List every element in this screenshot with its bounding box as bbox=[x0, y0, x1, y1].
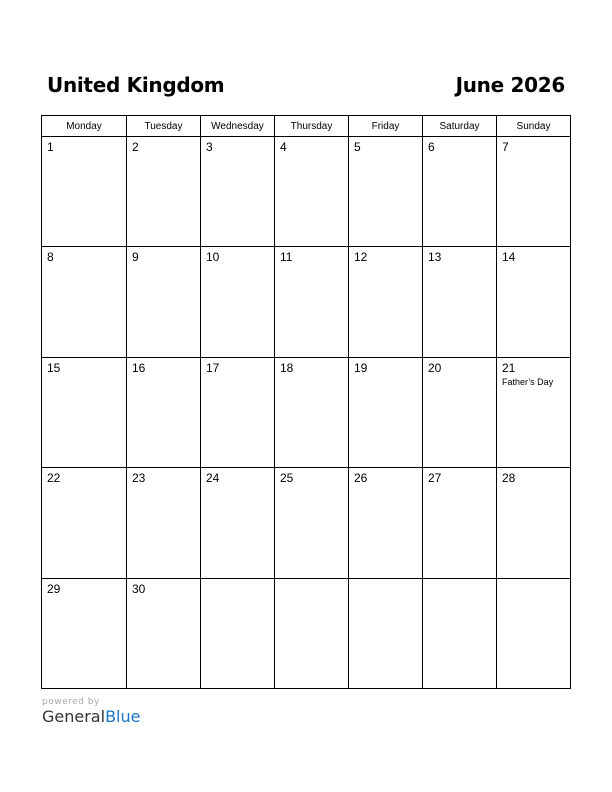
generalblue-logo bbox=[42, 707, 140, 726]
day-cell bbox=[127, 247, 201, 357]
day-number: 12 bbox=[354, 250, 368, 265]
weekday-wednesday: Wednesday bbox=[201, 116, 275, 137]
day-cell bbox=[201, 137, 275, 247]
day-cell bbox=[349, 357, 423, 467]
country-title: United Kingdom bbox=[47, 73, 225, 97]
day-cell bbox=[349, 578, 423, 688]
day-cell bbox=[127, 578, 201, 688]
day-cell bbox=[127, 137, 201, 247]
brand-general: General bbox=[42, 707, 106, 726]
day-cell bbox=[423, 137, 497, 247]
day-cell bbox=[497, 468, 571, 578]
day-cell bbox=[423, 247, 497, 357]
day-cell bbox=[349, 247, 423, 357]
day-number: 13 bbox=[428, 250, 442, 265]
day-cell bbox=[423, 357, 497, 467]
day-cell bbox=[349, 468, 423, 578]
day-cell bbox=[275, 357, 349, 467]
day-number: 23 bbox=[132, 471, 146, 486]
weekday-thursday: Thursday bbox=[275, 116, 349, 137]
day-cell bbox=[275, 247, 349, 357]
day-cell bbox=[275, 578, 349, 688]
week-row bbox=[42, 578, 571, 688]
day-number: 1 bbox=[47, 140, 54, 154]
day-number: 27 bbox=[428, 471, 442, 486]
day-number: 15 bbox=[47, 360, 61, 375]
footer bbox=[42, 697, 140, 726]
day-number: 24 bbox=[206, 471, 220, 486]
day-cell bbox=[423, 468, 497, 578]
day-cell bbox=[423, 578, 497, 688]
day-number: 19 bbox=[354, 360, 368, 375]
day-number: 7 bbox=[502, 140, 509, 154]
weekday-header-row bbox=[42, 116, 571, 137]
week-row bbox=[42, 357, 571, 467]
day-cell bbox=[201, 578, 275, 688]
week-row bbox=[42, 247, 571, 357]
calendar-grid bbox=[41, 115, 571, 689]
day-number: 30 bbox=[132, 581, 146, 596]
day-number: 8 bbox=[47, 250, 54, 265]
day-cell bbox=[201, 247, 275, 357]
powered-by-label: powered by bbox=[42, 697, 100, 707]
day-number: 10 bbox=[206, 250, 220, 265]
day-number: 17 bbox=[206, 360, 220, 375]
week-row bbox=[42, 468, 571, 578]
day-cell bbox=[201, 357, 275, 467]
day-number: 14 bbox=[502, 250, 516, 265]
day-cell bbox=[42, 247, 127, 357]
day-cell bbox=[349, 137, 423, 247]
day-number: 25 bbox=[280, 471, 294, 486]
day-number: 18 bbox=[280, 360, 294, 375]
day-cell bbox=[497, 578, 571, 688]
day-number: 11 bbox=[280, 250, 293, 265]
day-number: 29 bbox=[47, 581, 61, 596]
weekday-monday: Monday bbox=[42, 116, 127, 137]
week-row bbox=[42, 137, 571, 247]
day-cell bbox=[127, 357, 201, 467]
day-cell bbox=[42, 578, 127, 688]
day-number: 4 bbox=[280, 140, 287, 154]
month-year-title: June 2026 bbox=[455, 73, 565, 97]
holiday-label: Father’s Day bbox=[502, 376, 554, 387]
weekday-tuesday: Tuesday bbox=[127, 116, 201, 137]
day-number: 26 bbox=[354, 471, 368, 486]
weekday-friday: Friday bbox=[349, 116, 423, 137]
weekday-sunday: Sunday bbox=[497, 116, 571, 137]
day-number: 28 bbox=[502, 471, 516, 486]
day-cell bbox=[42, 357, 127, 467]
weekday-saturday: Saturday bbox=[423, 116, 497, 137]
day-cell bbox=[497, 357, 571, 467]
day-number: 21 bbox=[502, 360, 516, 375]
day-number: 5 bbox=[354, 140, 361, 154]
day-cell bbox=[201, 468, 275, 578]
day-cell bbox=[275, 468, 349, 578]
day-number: 20 bbox=[428, 360, 442, 375]
day-cell bbox=[275, 137, 349, 247]
brand-blue: Blue bbox=[105, 707, 141, 726]
day-cell bbox=[42, 468, 127, 578]
day-cell bbox=[497, 247, 571, 357]
day-number: 2 bbox=[132, 140, 139, 154]
day-cell bbox=[127, 468, 201, 578]
day-cell bbox=[42, 137, 127, 247]
day-number: 6 bbox=[428, 140, 435, 154]
day-cell bbox=[497, 137, 571, 247]
day-number: 16 bbox=[132, 360, 146, 375]
day-number: 3 bbox=[206, 140, 213, 154]
day-number: 22 bbox=[47, 471, 61, 486]
day-number: 9 bbox=[132, 250, 139, 265]
calendar-header bbox=[47, 70, 565, 100]
